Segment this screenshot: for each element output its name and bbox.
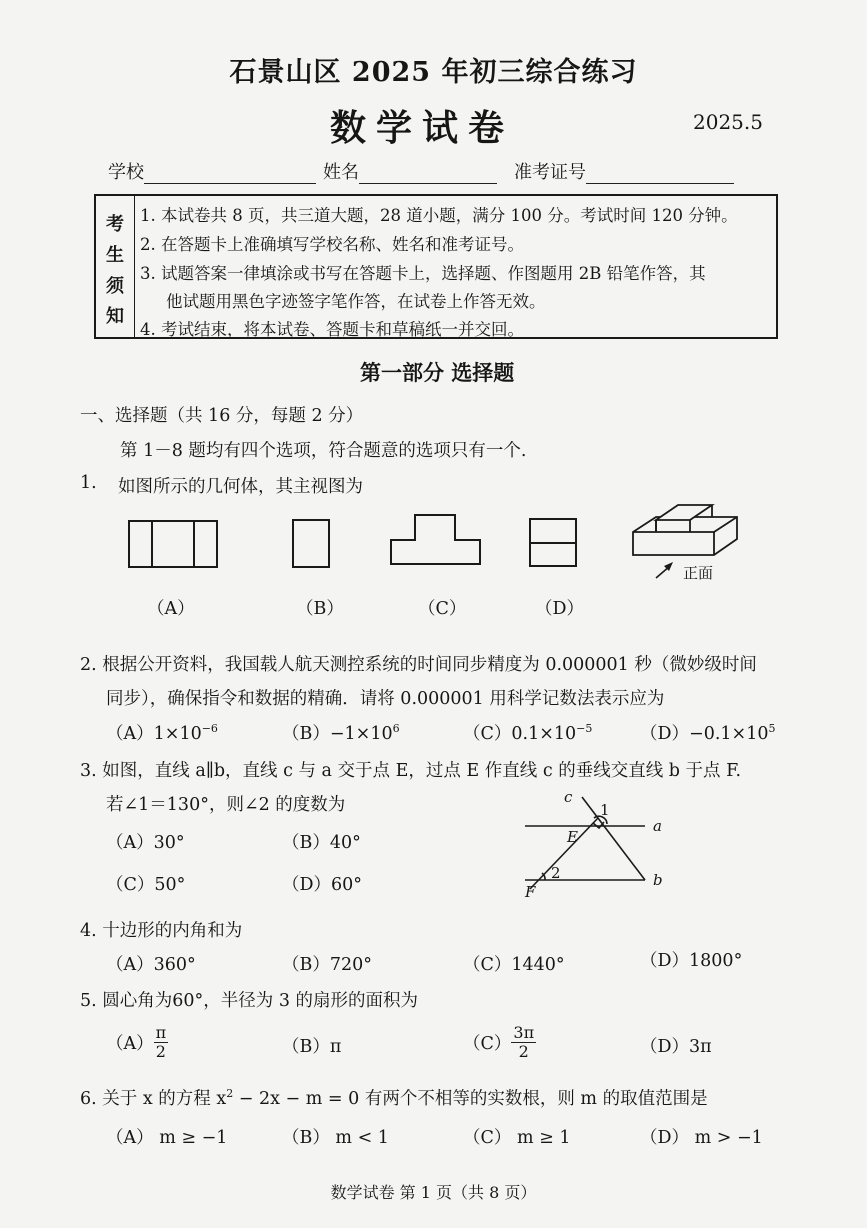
q6-text: 6. 关于 x 的方程 $x^2 - 2x - m = 0$ 有两个不相等的实数根，则 m 的取值范围是 <box>80 1087 708 1109</box>
q4-text: 4. 十边形的内角和为 <box>80 921 243 941</box>
q6-option-b: （B） m < 1 <box>282 1128 389 1148</box>
line-ef <box>530 818 598 889</box>
q2-line1: 2. 根据公开资料，我国载人航天测控系统的时间同步精度为 0.000001 秒（微妙级时间 <box>80 655 757 675</box>
label-1: 1 <box>600 801 610 819</box>
notice-head-char: 考 <box>106 214 124 235</box>
q2-option-d: $(D)-0.1\times 10^5$ <box>640 722 776 744</box>
q6-option-c: （C） m ≥ 1 <box>463 1128 571 1148</box>
notice-item: 他试题用黑色字迹签字笔作答，在试卷上作答无效。 <box>166 292 546 311</box>
q2-option-a: $(A)1\times 10^{-6}$ <box>106 722 218 744</box>
option-b-view <box>293 520 329 567</box>
option-c-view <box>391 515 480 564</box>
q4-option-d: （D）1800° <box>640 951 743 971</box>
exam-subtitle: 数学试卷 <box>330 107 515 149</box>
q1-number: 1. <box>80 473 97 493</box>
notice-item: 3. 试题答案一律填涂或书写在答题卡上，选择题、作图题用 2B 铅笔作答，其 <box>140 264 706 283</box>
q6-option-d: （D） m > −1 <box>640 1128 763 1148</box>
q3-option-c: （C）50° <box>106 875 186 895</box>
q3-option-d: （D）60° <box>282 875 363 895</box>
q1-figures <box>0 0 867 600</box>
q3-line2: 若∠1＝130°，则∠2 的度数为 <box>106 795 346 815</box>
option-a-view <box>129 521 217 567</box>
q5-text: 5. 圆心角为60°，半径为 3 的扇形的面积为 <box>80 991 419 1011</box>
q6-option-a: （A） m ≥ −1 <box>106 1128 228 1148</box>
section-heading: 一、选择题（共 16 分，每题 2 分） <box>80 406 364 426</box>
front-label: 正面 <box>683 564 714 582</box>
q4-option-b: （B）720° <box>282 955 373 975</box>
q3-option-b: （B）40° <box>282 833 361 853</box>
q1-label-a: （A） <box>147 599 195 619</box>
page-footer: 数学试卷 第 1 页（共 8 页） <box>330 1183 537 1202</box>
q5-option-d: （D）3π <box>640 1037 712 1057</box>
label-f: F <box>525 883 536 901</box>
line-c <box>582 797 645 880</box>
q1-label-c: （C） <box>418 599 467 619</box>
notice-item: 1. 本试卷共 8 页，共三道大题，28 道小题，满分 100 分。考试时间 120 分钟。 <box>140 206 738 225</box>
solid-figure <box>633 505 737 555</box>
q3-line1: 3. 如图，直线 a∥b，直线 c 与 a 交于点 E，过点 E 作直线 c 的垂线交直线 b 于点 F. <box>80 761 742 781</box>
right-angle-mark <box>593 822 604 828</box>
exam-date: 2025.5 <box>693 110 763 134</box>
q1-text: 如图所示的几何体，其主视图为 <box>118 477 363 497</box>
part-title: 第一部分 选择题 <box>360 360 515 385</box>
q5-option-a: （A） $\frac{\pi}{2}$ <box>106 1023 167 1061</box>
school-label: 学校 <box>108 162 144 183</box>
notice-head-char: 知 <box>106 306 124 327</box>
label-2: 2 <box>551 864 561 882</box>
label-a: a <box>653 817 662 835</box>
q4-option-c: （C）1440° <box>463 955 565 975</box>
notice-head-char: 须 <box>106 276 124 297</box>
option-d-view <box>530 519 576 566</box>
q4-option-a: （A）360° <box>106 955 196 975</box>
q1-label-d: （D） <box>535 599 585 619</box>
q3-option-a: （A）30° <box>106 833 185 853</box>
id-label: 准考证号 <box>514 162 586 183</box>
label-b: b <box>653 871 663 889</box>
q2-option-b: $(B)-1\times 10^6$ <box>282 722 400 744</box>
q1-label-b: （B） <box>296 599 344 619</box>
q2-option-c: $(C)0.1\times 10^{-5}$ <box>463 722 593 744</box>
exam-title: 石景山区 2025 年初三综合练习 <box>229 57 638 88</box>
q2-line2: 同步），确保指令和数据的精确．请将 0.000001 用科学记数法表示应为 <box>106 689 665 709</box>
label-c: c <box>564 788 573 806</box>
q5-option-b: （B）π <box>282 1037 342 1057</box>
notice-item: 4. 考试结束，将本试卷、答题卡和草稿纸一并交回。 <box>140 320 524 339</box>
name-label: 姓名 <box>323 162 359 183</box>
q5-option-c: （C） $\frac{3\pi}{2}$ <box>463 1023 535 1061</box>
section-instruction: 第 1－8 题均有四个选项，符合题意的选项只有一个. <box>120 441 527 461</box>
label-e: E <box>567 828 578 846</box>
notice-head-char: 生 <box>106 245 124 266</box>
notice-item: 2. 在答题卡上准确填写学校名称、姓名和准考证号。 <box>140 235 524 254</box>
q3-figure <box>500 785 700 910</box>
